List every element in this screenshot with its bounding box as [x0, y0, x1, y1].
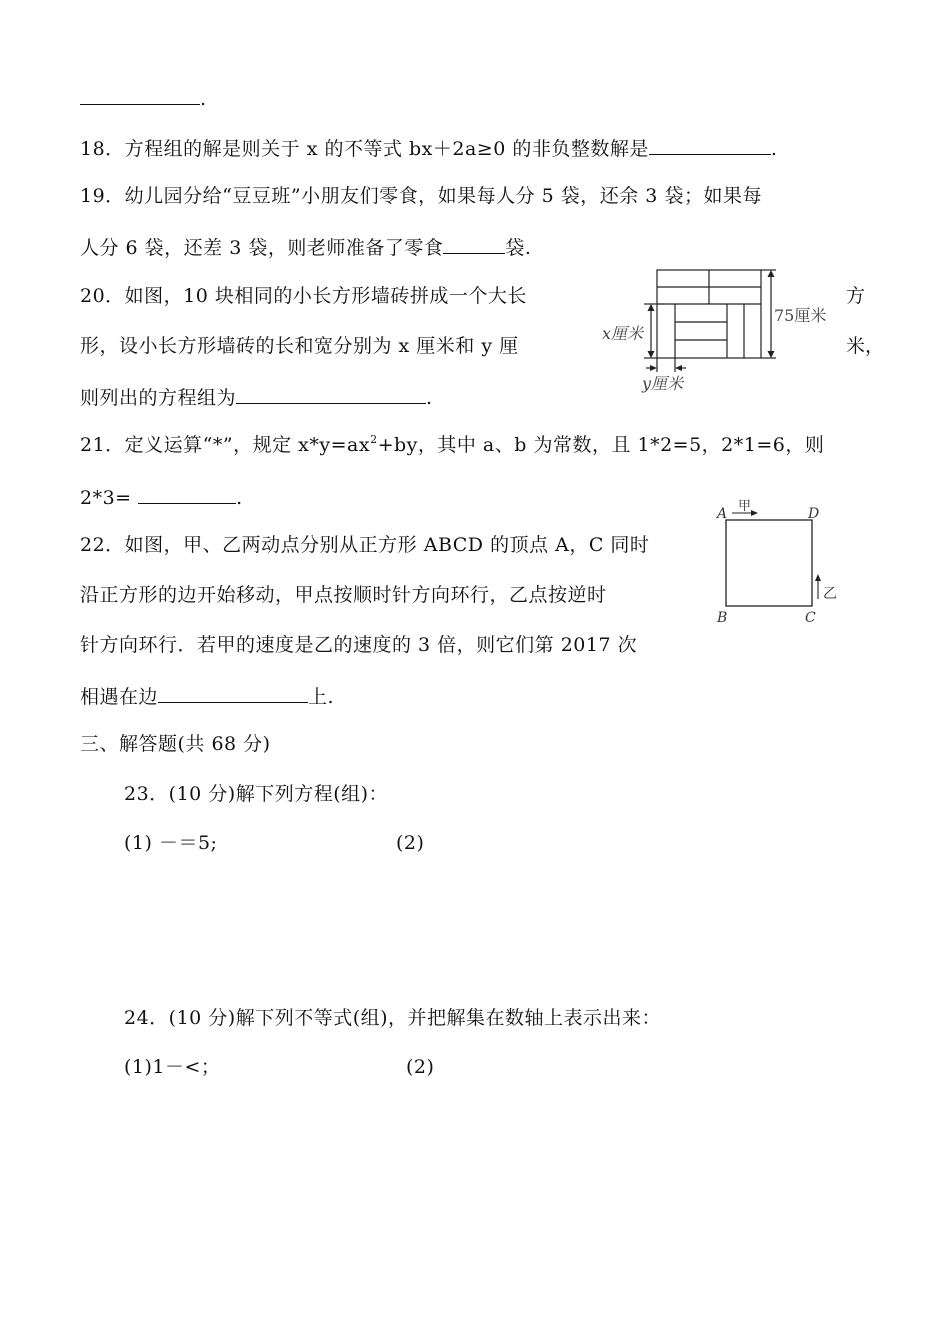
question-22-line-3: 针方向环行．若甲的速度是乙的速度的 3 倍，则它们第 2017 次: [80, 634, 638, 656]
answer-blank: [138, 483, 236, 504]
question-22-line-2: 沿正方形的边开始移动，甲点按顺时针方向环行，乙点按逆时: [80, 584, 607, 606]
vertex-b-label: B: [717, 610, 728, 626]
square-outline: [726, 520, 812, 606]
answer-blank: [443, 233, 505, 254]
question-23-title: 23．(10 分)解下列方程(组)：: [124, 783, 389, 805]
section-3-heading: 三、解答题(共 68 分): [80, 733, 271, 755]
question-18: 18．方程组的解是则关于 x 的不等式 bx＋2a≥0 的非负整数解是 .: [80, 134, 777, 162]
question-20-line-2-end: 米，: [846, 335, 885, 357]
vertex-d-label: D: [808, 506, 820, 522]
question-19-line-2: 人分 6 袋，还差 3 袋，则老师准备了零食 袋.: [80, 233, 531, 261]
answer-blank: [236, 383, 426, 404]
square-abcd-figure: [712, 498, 852, 630]
label-75cm: 75厘米: [774, 306, 827, 325]
vertex-a-label: A: [717, 506, 728, 522]
question-20-line-1-end: 方: [846, 285, 866, 307]
answer-blank: [649, 134, 771, 155]
label-y-cm: y厘米: [642, 374, 684, 393]
point-yi-label: 乙: [823, 586, 837, 602]
question-24-part-1: (1)1－<；: [124, 1056, 221, 1078]
question-20-line-2: 形，设小长方形墙砖的长和宽分别为 x 厘米和 y 厘: [80, 335, 519, 357]
answer-blank: [80, 84, 200, 105]
vertex-c-label: C: [805, 610, 816, 626]
question-21-line-2: 2*3= .: [80, 483, 243, 511]
point-jia-label: 甲: [738, 499, 752, 514]
label-x-cm: x厘米: [602, 324, 644, 343]
answer-blank: [158, 682, 308, 703]
question-24-title: 24．(10 分)解下列不等式(组)，并把解集在数轴上表示出来：: [124, 1007, 662, 1029]
question-21-line-1: 21．定义运算“*”，规定 $x*y=ax^2+by$，其中 a、b 为常数，且 1*2=5，2*1=6，则: [80, 433, 825, 456]
brick-wall-figure: [596, 262, 836, 398]
question-23-part-1: (1) －＝5;: [124, 832, 218, 854]
question-22-line-1: 22．如图，甲、乙两动点分别从正方形 ABCD 的顶点 A，C 同时: [80, 534, 650, 556]
question-20-line-1: 20．如图，10 块相同的小长方形墙砖拼成一个大长: [80, 285, 527, 307]
question-24-part-2: (2): [406, 1056, 435, 1078]
q17-answer-line: .: [80, 84, 207, 112]
question-23-part-2: (2): [396, 832, 425, 854]
question-20-line-3: 则列出的方程组为 .: [80, 383, 433, 411]
question-22-line-4: 相遇在边 上.: [80, 682, 334, 710]
question-19-line-1: 19．幼儿园分给“豆豆班”小朋友们零食，如果每人分 5 袋，还余 3 袋；如果每: [80, 185, 762, 207]
